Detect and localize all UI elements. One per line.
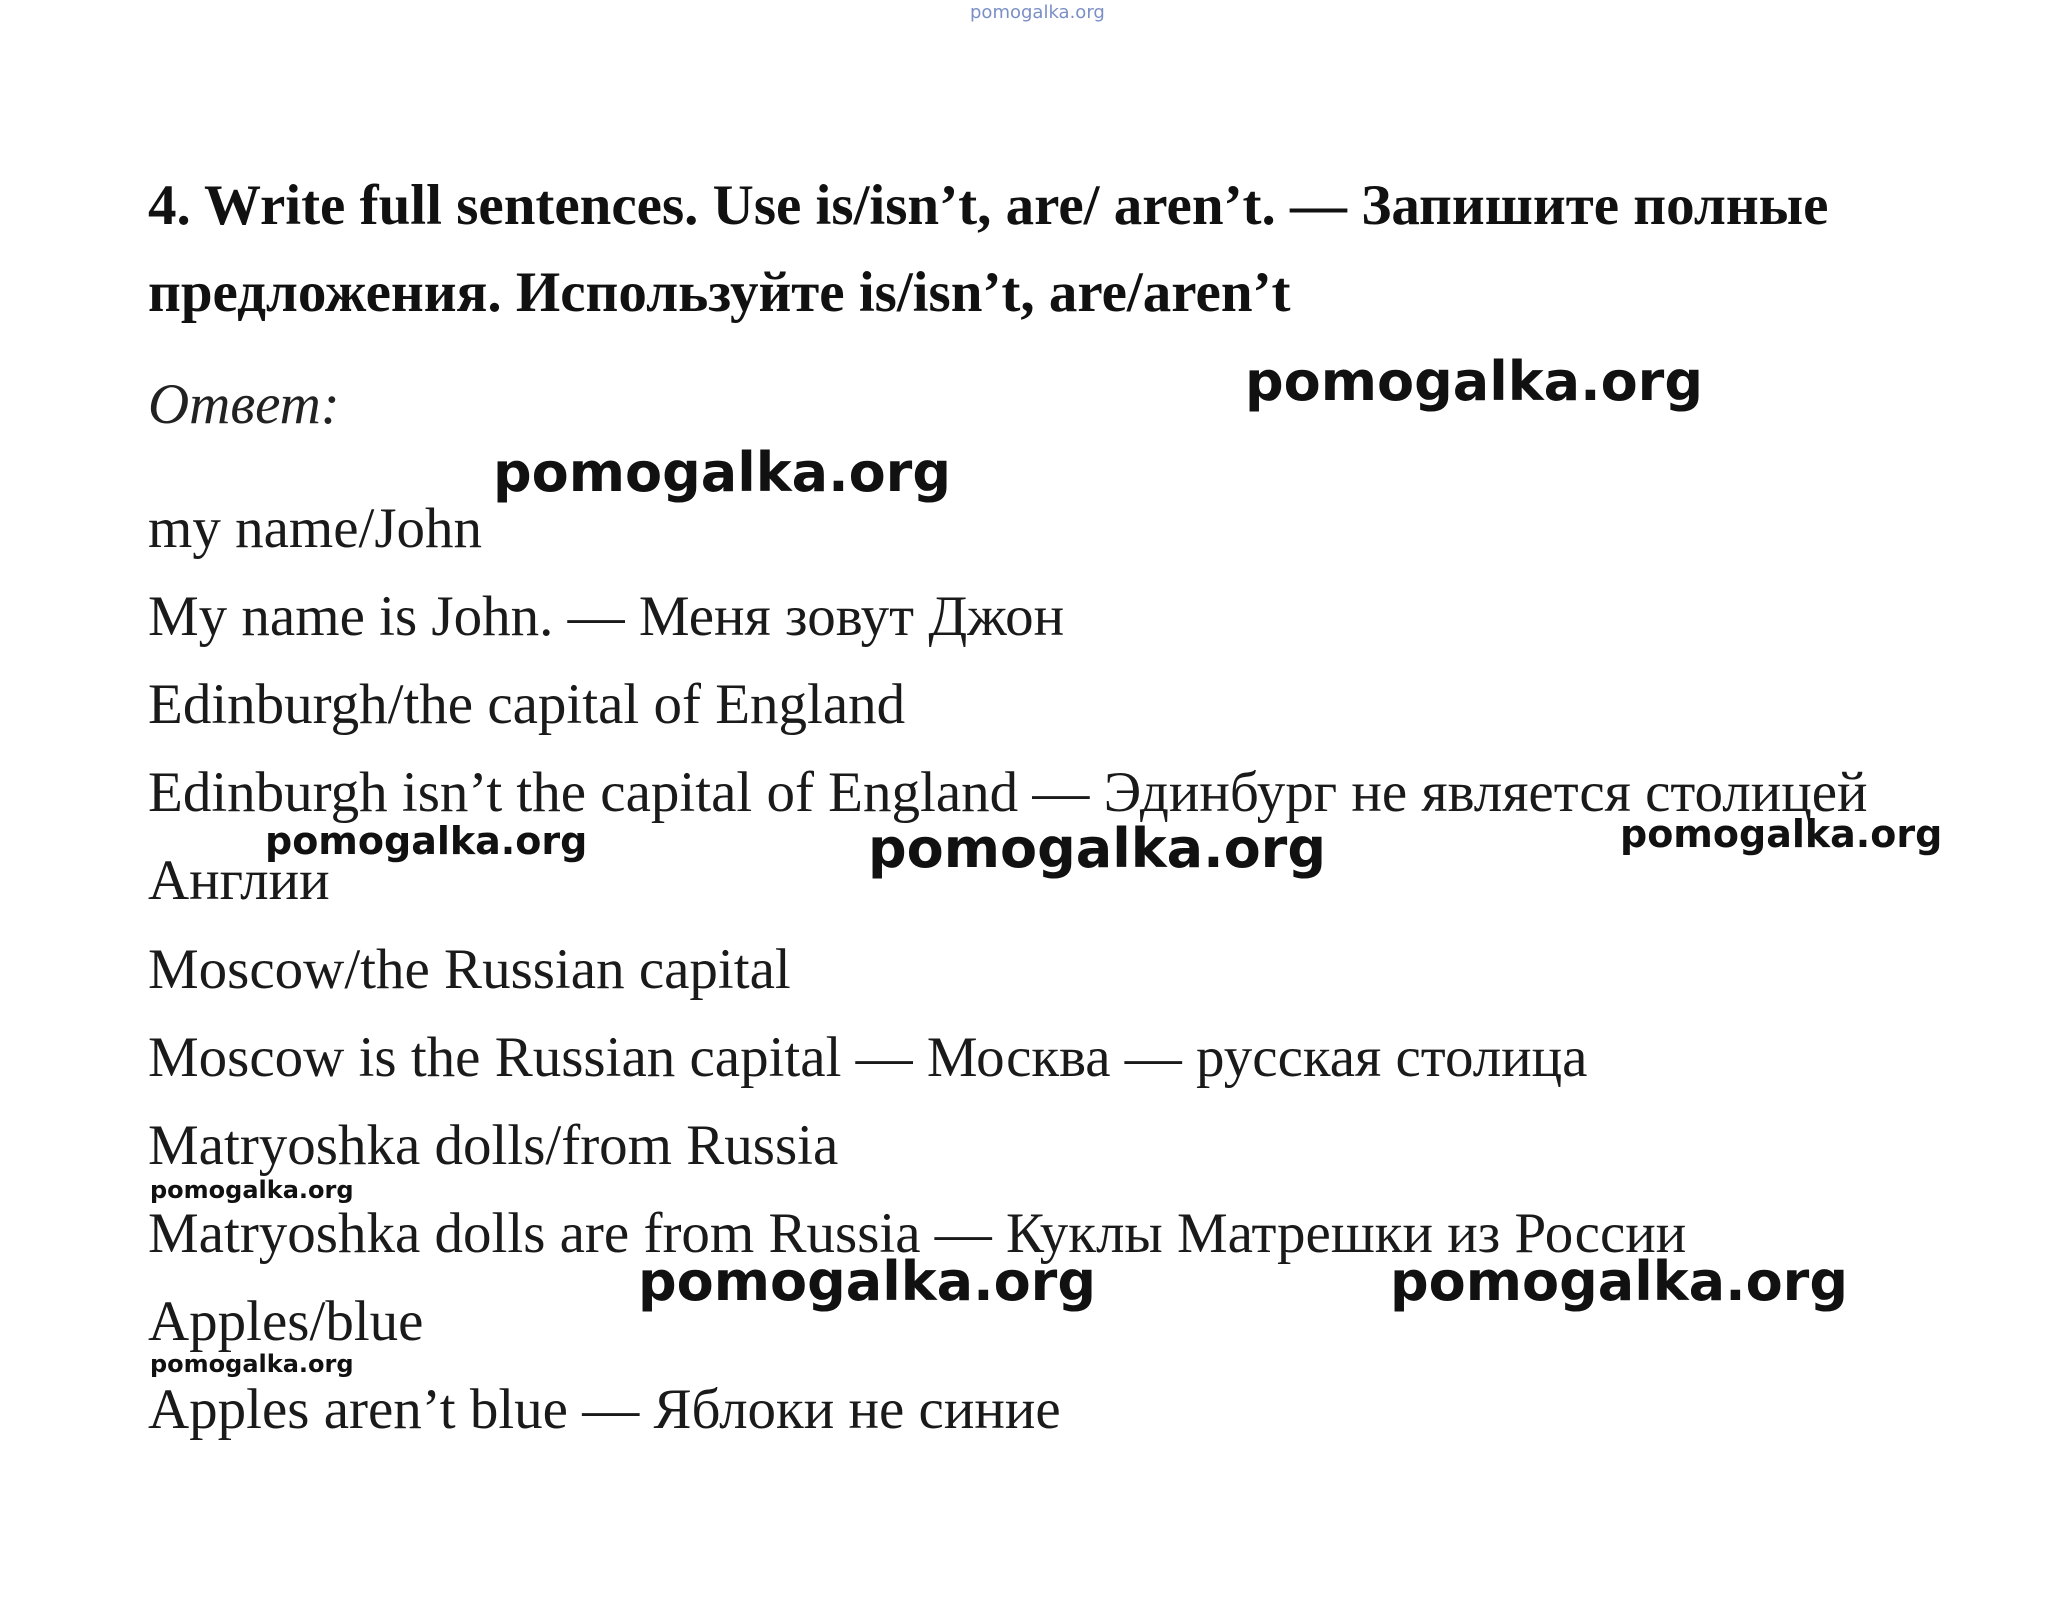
answer-line: Англии — [148, 849, 330, 912]
watermark: pomogalka.org — [1620, 812, 1943, 856]
watermark: pomogalka.org — [1245, 350, 1703, 413]
answer-line: Apples aren’t blue — Яблоки не синие — [148, 1378, 1061, 1441]
watermark: pomogalka.org — [265, 819, 588, 863]
watermark: pomogalka.org — [638, 1250, 1096, 1313]
answer-line: Apples/blue — [148, 1290, 424, 1353]
top-watermark: pomogalka.org — [970, 2, 1105, 23]
task-heading: 4. Write full sentences. Use is/isn’t, are/ aren’t. — Запишите полные предложения. Используйте is/isn’t, are/aren’t — [148, 174, 1829, 324]
answer-line: My name is John. — Меня зовут Джон — [148, 585, 1065, 648]
watermark: pomogalka.org — [150, 1176, 354, 1204]
answer-line: Matryoshka dolls/from Russia — [148, 1114, 839, 1177]
answer-line: my name/John — [148, 497, 483, 560]
watermark: pomogalka.org — [1390, 1250, 1848, 1313]
watermark: pomogalka.org — [868, 817, 1326, 880]
answer-line: Moscow is the Russian capital — Москва — русская столица — [148, 1026, 1588, 1089]
watermark: pomogalka.org — [493, 441, 951, 504]
answer-line: Edinburgh/the capital of England — [148, 673, 906, 736]
answer-label: Ответ: — [148, 373, 340, 436]
watermark: pomogalka.org — [150, 1350, 354, 1378]
answer-line: Matryoshka dolls are from Russia — Куклы Матрешки из России — [148, 1202, 1687, 1265]
answer-line: Edinburgh isn’t the capital of England — Эдинбург не является столицей — [148, 761, 1868, 824]
answer-line: Moscow/the Russian capital — [148, 938, 791, 1001]
